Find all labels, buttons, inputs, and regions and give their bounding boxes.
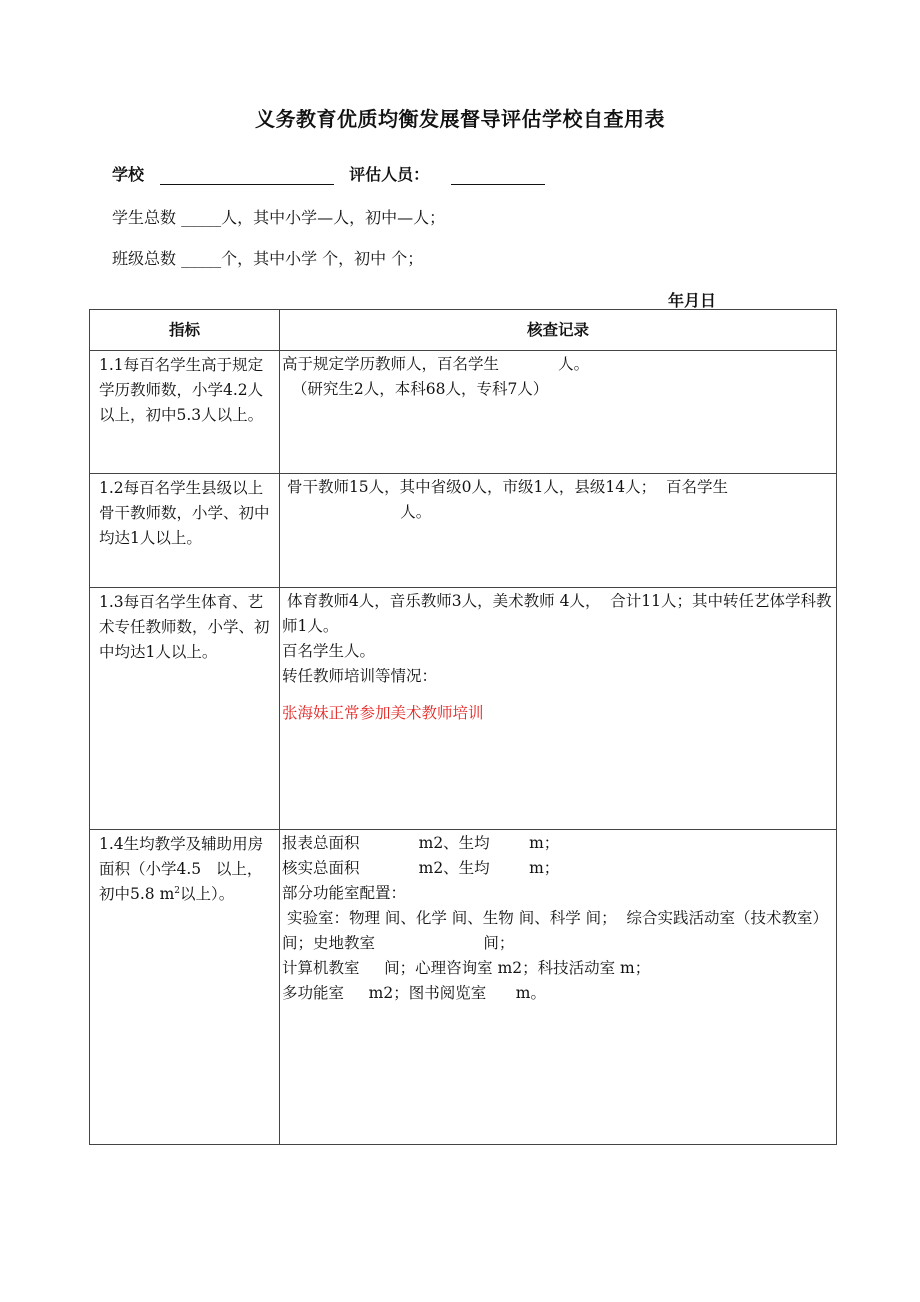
record-line: 百名学生人。 [282, 642, 376, 660]
indicator-main: 1.4生均教学及辅助用房面积（小学4.5 以上，初中5.8 m [99, 835, 264, 903]
self-check-table [89, 309, 837, 1145]
school-label: 学校 [112, 165, 145, 184]
table-row [90, 474, 837, 588]
school-blank[interactable] [160, 166, 334, 185]
record-line: 骨干教师15人，其中省级0人，市级1人，县级14人； 百名学生 [282, 478, 728, 496]
evaluator-label: 评估人员： [349, 165, 430, 184]
indicator-text: 1.3每百名学生体育、艺术专任教师数，小学、初中均达1人以上。 [99, 593, 270, 661]
record-cell[interactable] [280, 351, 837, 474]
spacer [282, 689, 834, 701]
indicator-tail: 以上）。 [180, 885, 235, 903]
table-header-row [90, 310, 837, 351]
date-label: 年月日 [668, 291, 717, 310]
classes-line: 班级总数 _____个，其中小学 个，初中 个； [112, 249, 424, 268]
indicator-cell [90, 830, 280, 1145]
indicator-cell [90, 588, 280, 830]
indicator-text: 1.2每百名学生县级以上骨干教师数，小学、初中均达1人以上。 [99, 479, 270, 547]
record-line: 报表总面积 m2、生均 m； [282, 834, 560, 852]
column-header-record: 核查记录 [280, 310, 837, 351]
students-line: 学生总数 _____人，其中小学—人，初中—人； [112, 208, 446, 227]
indicator-text [99, 832, 273, 907]
record-line: 体育教师4人，音乐教师3人，美术教师 4人， 合计11人；其中转任艺体学科教师1人。 [282, 592, 832, 635]
school-evaluator-line [112, 162, 545, 185]
table-row [90, 588, 837, 830]
table-row [90, 351, 837, 474]
record-line: 转任教师培训等情况： [282, 667, 438, 685]
indicator-cell [90, 351, 280, 474]
record-line: 计算机教室 间；心理咨询室 m2；科技活动室 m； [282, 959, 651, 977]
record-line: 人。 [282, 503, 432, 521]
record-line: （研究生2人，本科68人，专科7人） [282, 380, 549, 398]
indicator-cell [90, 474, 280, 588]
record-line: 核实总面积 m2、生均 m； [282, 859, 560, 877]
table-row [90, 830, 837, 1145]
record-cell[interactable] [280, 474, 837, 588]
record-line: 部分功能室配置： [282, 884, 407, 902]
evaluator-blank[interactable] [451, 166, 545, 185]
indicator-text: 1.1每百名学生高于规定学历教师数，小学4.2人以上，初中5.3人以上。 [99, 356, 264, 424]
record-cell[interactable] [280, 830, 837, 1145]
page-title: 义务教育优质均衡发展督导评估学校自查用表 [255, 107, 665, 131]
indicator-superscript: 2 [174, 885, 181, 896]
column-header-indicator: 指标 [90, 310, 280, 351]
record-line: 多功能室 m2；图书阅览室 m。 [282, 984, 546, 1002]
record-line: 实验室：物理 间、化学 间、生物 间、科学 间； 综合实践活动室（技术教室） 间；史地教室 间； [282, 909, 838, 952]
record-cell[interactable] [280, 588, 837, 830]
record-line: 高于规定学历教师人，百名学生 人。 [282, 355, 590, 373]
training-note: 张海妹正常参加美术教师培训 [282, 704, 484, 722]
